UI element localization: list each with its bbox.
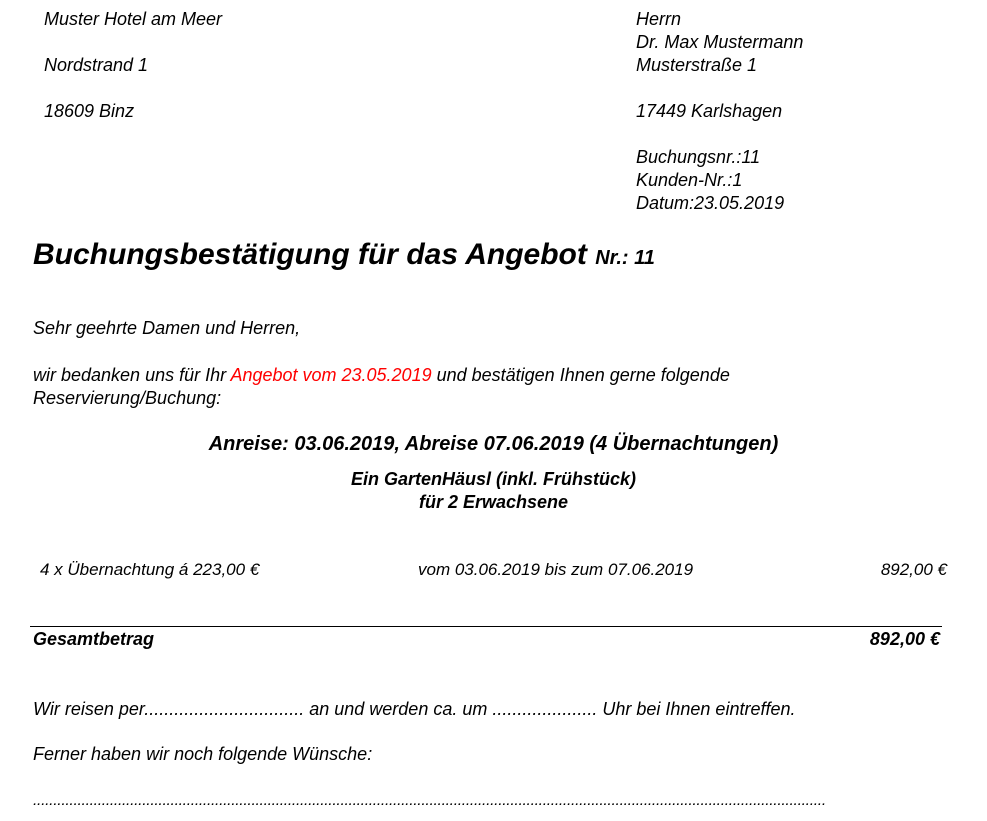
offer-reference: Angebot vom 23.05.2019 xyxy=(230,365,432,385)
wishes-label: Ferner haben wir noch folgende Wünsche: xyxy=(33,744,373,764)
sender-city: 18609 Binz xyxy=(44,101,135,121)
sender-street: Nordstrand 1 xyxy=(44,55,149,75)
intro-before: wir bedanken uns für Ihr xyxy=(33,365,231,385)
guest-count: für 2 Erwachsene xyxy=(418,492,569,512)
intro-line-2: Reservierung/Buchung: xyxy=(33,388,222,408)
wishes-dotted-line: .................................................................................................................................................................................................... xyxy=(33,792,826,809)
customer-number: Kunden-Nr.:1 xyxy=(636,170,743,190)
line-item-description: 4 x Übernachtung á 223,00 € xyxy=(40,560,260,579)
total-label: Gesamtbetrag xyxy=(33,629,155,649)
recipient-city: 17449 Karlshagen xyxy=(636,101,783,121)
greeting: Sehr geehrte Damen und Herren, xyxy=(33,318,301,338)
line-item-amount: 892,00 € xyxy=(880,560,947,579)
offer-number: Nr.: 11 xyxy=(595,247,655,269)
recipient-street: Musterstraße 1 xyxy=(636,55,758,75)
room-type: Ein GartenHäusl (inkl. Frühstück) xyxy=(350,469,637,489)
stay-dates: Anreise: 03.06.2019, Abreise 07.06.2019 (4 Übernachtungen) xyxy=(208,433,779,455)
title-text: Buchungsbestätigung für das Angebot xyxy=(33,238,596,271)
intro-after: und bestätigen Ihnen gerne folgende xyxy=(431,365,730,385)
travel-info: Wir reisen per................................ an und werden ca. um ..................... Uhr bei Ihnen eintreffen. xyxy=(33,699,796,719)
recipient-name: Dr. Max Mustermann xyxy=(636,32,804,52)
sender-name: Muster Hotel am Meer xyxy=(44,9,223,29)
booking-number: Buchungsnr.:11 xyxy=(636,147,761,167)
recipient-salutation: Herrn xyxy=(636,9,682,29)
total-amount: 892,00 € xyxy=(869,629,940,649)
intro-line-1 xyxy=(33,364,730,387)
total-divider xyxy=(30,626,942,627)
document-date: Datum:23.05.2019 xyxy=(636,193,785,213)
line-item-period: vom 03.06.2019 bis zum 07.06.2019 xyxy=(418,560,694,579)
page-title xyxy=(33,237,655,276)
